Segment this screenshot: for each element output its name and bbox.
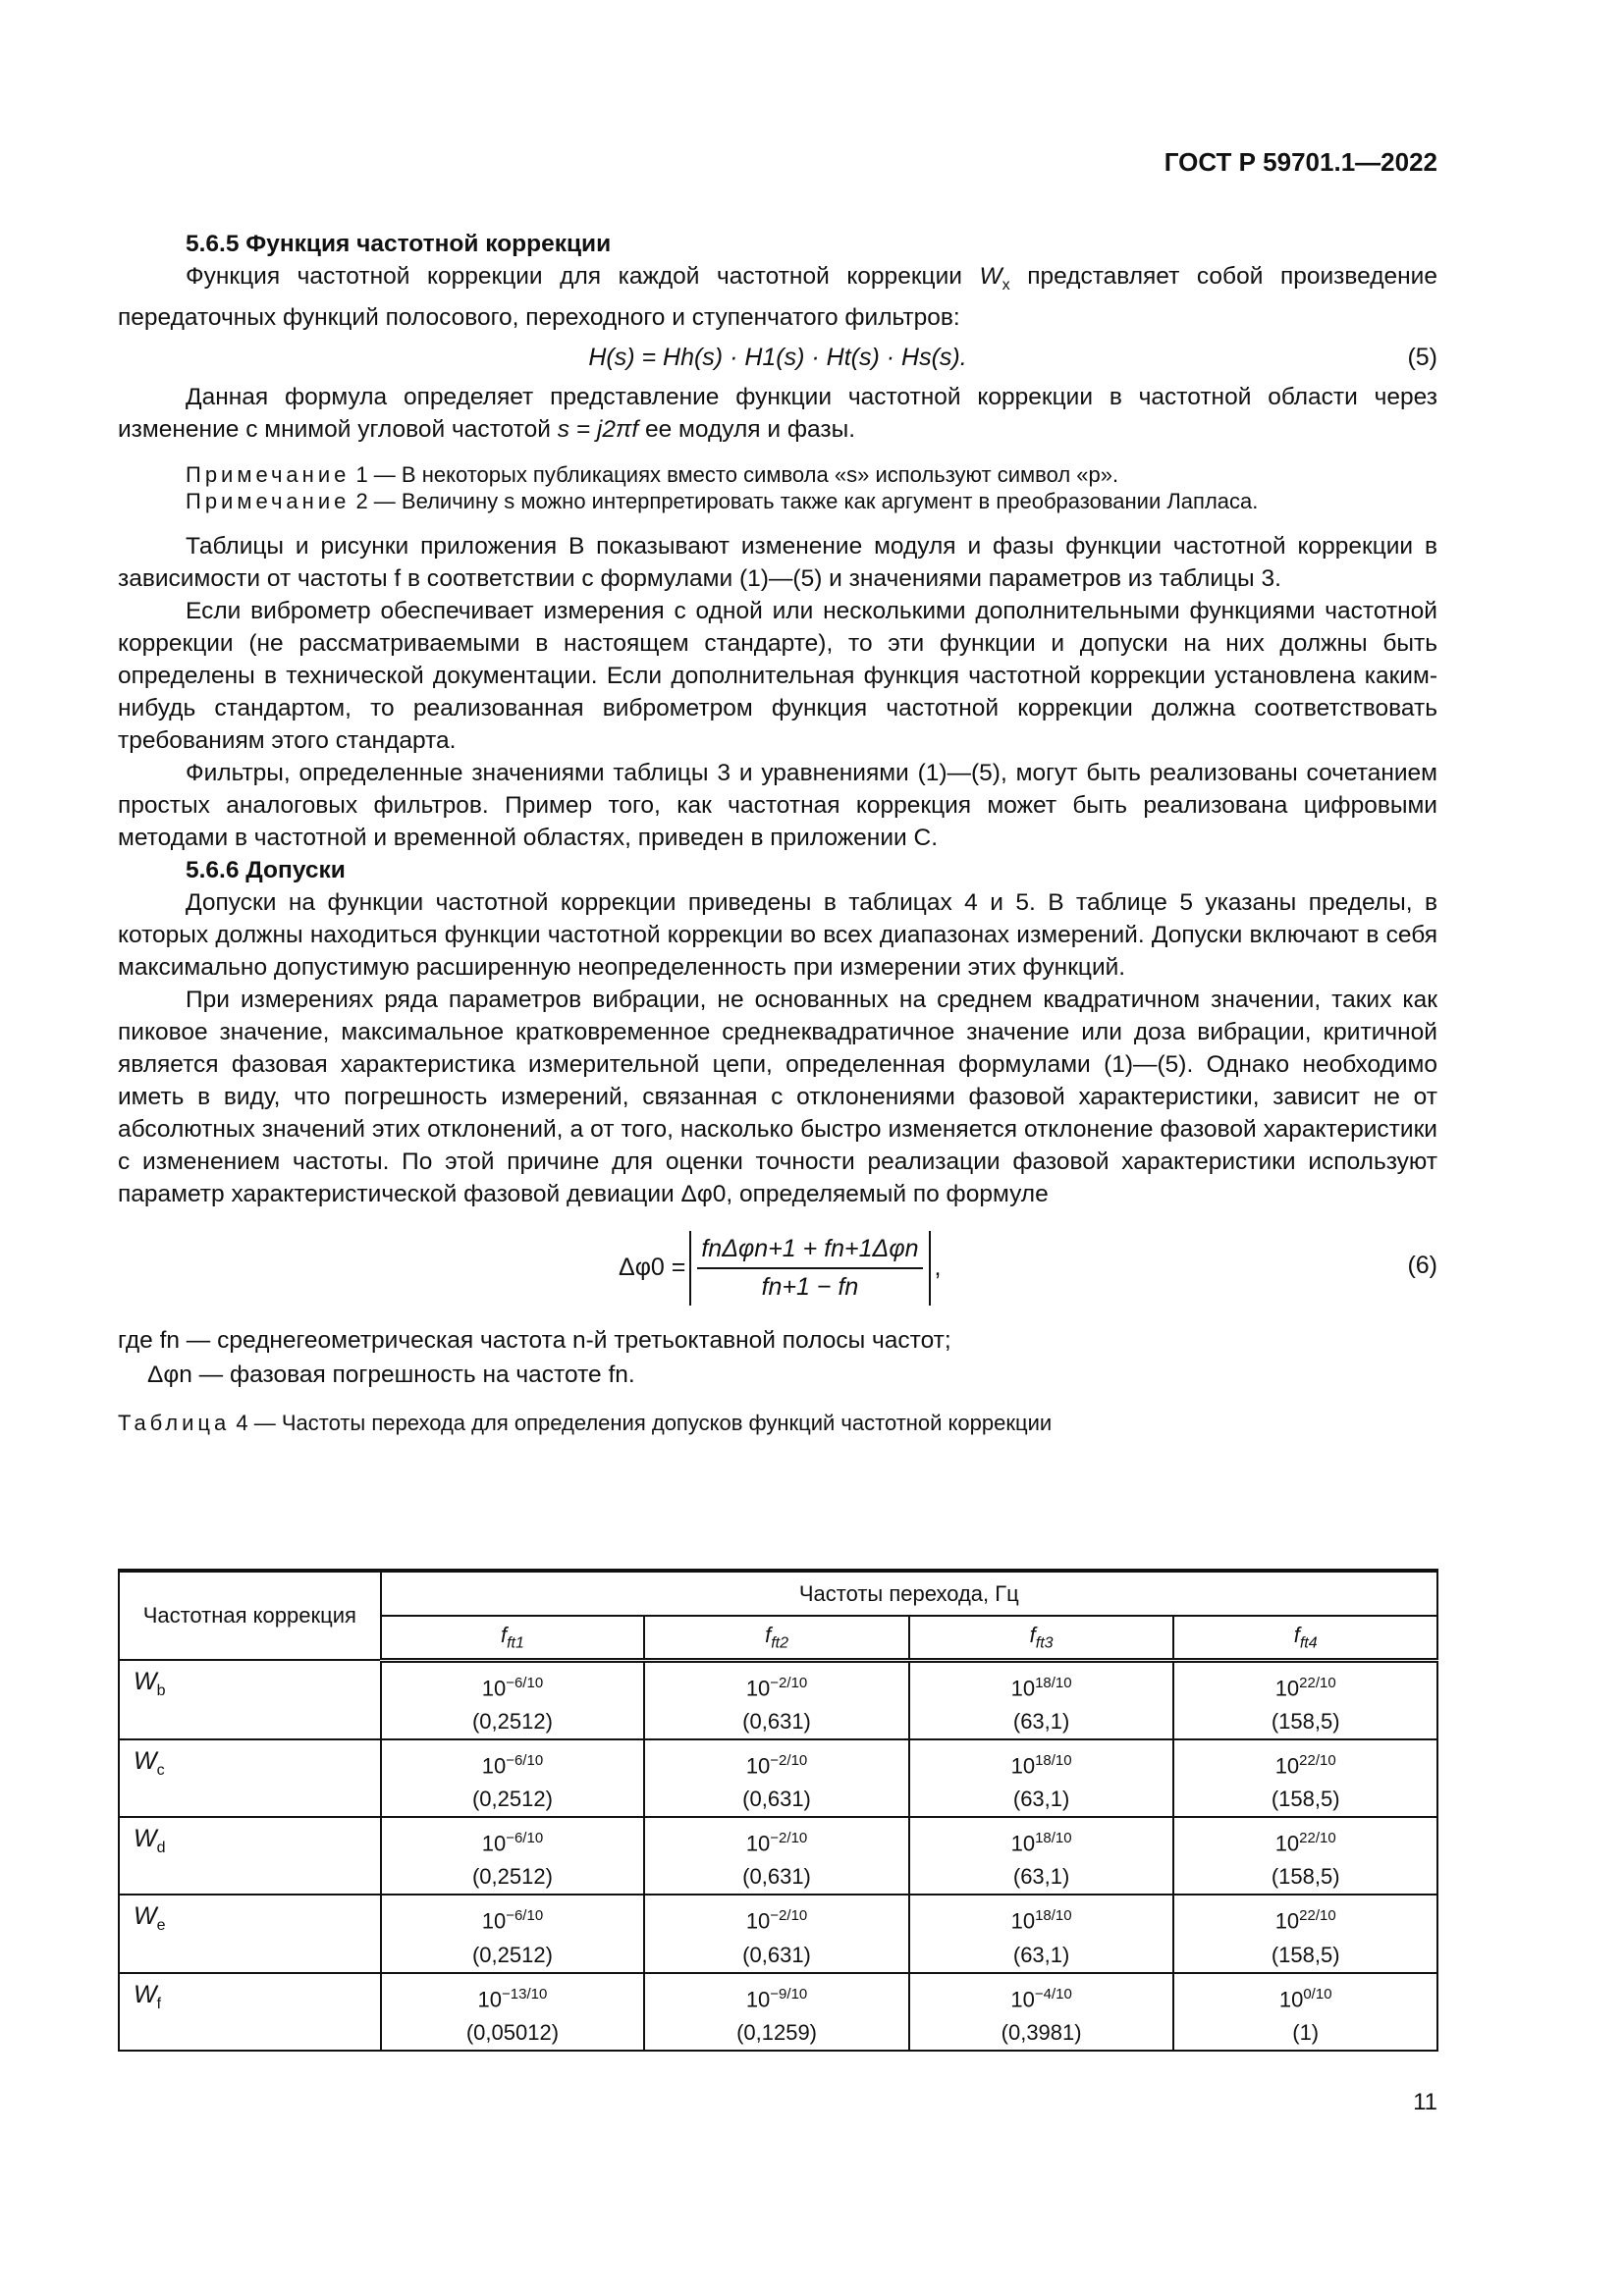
text: s = j2πf	[557, 415, 639, 443]
exponent: 18/10	[1035, 1830, 1072, 1847]
decimal-value: (0,631)	[742, 1708, 811, 1734]
text: ее модуля и фазы.	[638, 415, 856, 443]
decimal-value: (0,631)	[742, 1864, 811, 1890]
table-cell	[381, 1895, 645, 1972]
paragraph: Если виброметр обеспечивает измерения с одной или несколькими дополнительными функциями частотной коррекции (не рассматриваемыми в настоящем стандарте), то эти функции и допуски на них должны быть определены в технической документации. Если дополнительная функция частотной коррекции установлена каким-нибудь стандартом, то реализованная виброметром функция частотной коррекции должна соответствовать требованиям этого стандарта.	[118, 597, 1437, 754]
definitions	[118, 1324, 1437, 1393]
paragraph: Фильтры, определенные значениями таблицы 3 и уравнениями (1)—(5), могут быть реализованы сочетанием простых аналоговых фильтров. Пример того, как частотная коррекция может быть реализована цифровыми методами в частотной и временной областях, приведен в приложении С.	[118, 759, 1437, 851]
paragraph	[118, 260, 1437, 334]
base: 10	[1010, 1831, 1036, 1856]
subscript: ft3	[1035, 1633, 1054, 1651]
subscript: ft1	[507, 1633, 524, 1651]
table-cell	[909, 1817, 1174, 1895]
paragraph: При измерениях ряда параметров вибрации, не основанных на среднем квадратичном значении, таких как пиковое значение, максимальное кратковременное среднеквадратичное значение или доза вибрации, критичной является фазовая характеристика измерительной цепи, определенная формулами (1)—(5). Однако необходимо иметь в виду, что погрешность измерений, связанная с отклонениями фазовой характеристики, зависит не от абсолютных значений этих отклонений, а от того, насколько быстро изменяется отклонение фазовой характеристики с изменением частоты. По этой причине для оценки точности реализации фазовой характеристики используют параметр характеристической фазовой девиации Δφ0, определяемый по формуле	[118, 986, 1437, 1207]
decimal-value: (0,631)	[742, 1787, 811, 1812]
page-body	[118, 228, 1437, 1439]
table-cell	[909, 1895, 1174, 1972]
base: 10	[1278, 1987, 1304, 2012]
table-row	[119, 1739, 1437, 1817]
base: 10	[481, 1753, 507, 1779]
exponent: 22/10	[1299, 1751, 1336, 1769]
text: представляет собой произведение передаточных функций полосового, переходного и ступенчатого фильтров:	[118, 263, 1437, 331]
exponent: −6/10	[506, 1830, 544, 1847]
exponent: 18/10	[1035, 1674, 1072, 1691]
symbol: f	[1293, 1622, 1300, 1647]
decimal-value: (158,5)	[1271, 1787, 1340, 1812]
formula-5	[118, 334, 1437, 381]
base: 10	[1010, 1675, 1036, 1700]
denominator: fn+1 − fn	[761, 1272, 859, 1301]
note-label: Примечание	[186, 488, 351, 513]
table-row	[119, 1817, 1437, 1895]
base: 10	[1010, 1987, 1035, 2012]
table-cell	[381, 1739, 645, 1817]
note-1	[118, 461, 1437, 488]
exponent: 22/10	[1299, 1830, 1336, 1847]
text: ,	[934, 1254, 942, 1282]
paragraph	[118, 381, 1437, 446]
text: Функция частотной коррекции для каждой частотной коррекции	[186, 263, 980, 290]
column-header	[381, 1616, 645, 1660]
base: 10	[1010, 1753, 1036, 1779]
base: 10	[477, 1987, 503, 2012]
row-header: $W_d$	[119, 1817, 381, 1895]
table-4	[118, 1569, 1438, 2052]
exponent: −13/10	[502, 1985, 548, 2002]
table-cell	[644, 1660, 909, 1739]
caption-label: Таблица	[118, 1410, 231, 1435]
symbol: f	[1029, 1622, 1036, 1647]
formula-lhs: Δφ0 =	[619, 1254, 686, 1282]
document-code: ГОСТ Р 59701.1—2022	[1164, 147, 1437, 177]
base: 10	[481, 1675, 507, 1700]
exponent: −6/10	[506, 1674, 544, 1691]
paragraph: Таблицы и рисунки приложения В показывают изменение модуля и фазы функции частотной коррекции в зависимости от частоты f в соответствии с формулами (1)—(5) и значениями параметров из таблицы 3.	[118, 532, 1437, 592]
decimal-value: (0,3981)	[1001, 2020, 1082, 2046]
base: 10	[1010, 1908, 1036, 1934]
decimal-value: (158,5)	[1271, 1942, 1340, 1967]
column-header: Частотная коррекция	[119, 1571, 381, 1660]
decimal-value: (63,1)	[1012, 1787, 1070, 1812]
decimal-value: (0,05012)	[465, 2020, 560, 2046]
base: 10	[1274, 1908, 1300, 1934]
base: 10	[1274, 1753, 1300, 1779]
table-cell	[1173, 1817, 1437, 1895]
table-cell	[1173, 1660, 1437, 1739]
table-cell	[909, 1739, 1174, 1817]
note-text: 2 — Величину s можно интерпретировать также как аргумент в преобразовании Лапласа.	[350, 488, 1259, 513]
text: W	[979, 263, 1002, 290]
decimal-value: (63,1)	[1012, 1864, 1070, 1890]
subscript: ft4	[1299, 1633, 1318, 1651]
text: x	[1001, 276, 1010, 294]
exponent: 18/10	[1035, 1907, 1072, 1925]
exponent: 18/10	[1035, 1751, 1072, 1769]
fraction	[689, 1231, 930, 1306]
note-label: Примечание	[186, 461, 351, 487]
base: 10	[1274, 1831, 1300, 1856]
definition: Δφn — фазовая погрешность на частоте fn.	[147, 1361, 635, 1388]
decimal-value: (63,1)	[1012, 1942, 1070, 1967]
table-row	[119, 1895, 1437, 1972]
row-header: $W_e$	[119, 1895, 381, 1972]
subscript: c	[156, 1761, 165, 1779]
base: 10	[481, 1908, 507, 1934]
decimal-value: (0,1259)	[736, 2020, 818, 2046]
formula-6	[118, 1220, 1437, 1316]
table-cell	[909, 1973, 1174, 2051]
row-header: $W_f$	[119, 1973, 381, 2051]
table-cell	[909, 1660, 1174, 1739]
decimal-value: (158,5)	[1271, 1708, 1340, 1734]
decimal-value: (0,2512)	[471, 1864, 553, 1890]
table-cell	[644, 1895, 909, 1972]
subscript: d	[156, 1840, 166, 1857]
decimal-value: (0,631)	[742, 1942, 811, 1967]
exponent: −4/10	[1034, 1985, 1072, 2002]
subscript: e	[156, 1917, 166, 1935]
base: 10	[745, 1753, 771, 1779]
base: 10	[745, 1831, 771, 1856]
exponent: −2/10	[770, 1830, 808, 1847]
exponent: 0/10	[1303, 1985, 1332, 2002]
base: 10	[745, 1987, 771, 2012]
subscript: ft2	[771, 1633, 788, 1651]
decimal-value: (158,5)	[1271, 1864, 1340, 1890]
base: 10	[1274, 1675, 1300, 1700]
section-heading: 5.6.6 Допуски	[186, 856, 346, 883]
numerator: fnΔφn+1 + fn+1Δφn	[697, 1231, 922, 1269]
column-header	[909, 1616, 1174, 1660]
caption-text: 4 — Частоты перехода для определения допусков функций частотной коррекции	[230, 1410, 1053, 1435]
exponent: −6/10	[506, 1751, 544, 1769]
table-cell	[1173, 1895, 1437, 1972]
subscript: f	[156, 1995, 162, 2012]
table-cell	[1173, 1973, 1437, 2051]
decimal-value: (0,2512)	[471, 1787, 553, 1812]
table-row	[119, 1660, 1437, 1739]
decimal-value: (0,2512)	[471, 1708, 553, 1734]
table-cell	[644, 1973, 909, 2051]
table-cell	[381, 1660, 645, 1739]
formula-number: (5)	[1407, 343, 1437, 371]
table-cell	[1173, 1739, 1437, 1817]
page-number: 11	[1413, 2089, 1437, 2115]
exponent: 22/10	[1299, 1674, 1336, 1691]
table-cell	[644, 1817, 909, 1895]
definition: где fn — среднегеометрическая частота n-й третьоктавной полосы частот;	[118, 1326, 951, 1354]
symbol: f	[765, 1622, 772, 1647]
section-heading: 5.6.5 Функция частотной коррекции	[186, 231, 612, 257]
paragraph: Допуски на функции частотной коррекции приведены в таблицах 4 и 5. В таблице 5 указаны пределы, в которых должны находиться функции частотной коррекции во всех диапазонах измерений. Допуски включают в себя максимально допустимую расширенную неопределенность при измерении этих функций.	[118, 888, 1437, 981]
exponent: −6/10	[506, 1907, 544, 1925]
column-header	[1173, 1616, 1437, 1660]
decimal-value: (0,2512)	[471, 1942, 553, 1967]
subscript: b	[156, 1682, 166, 1699]
row-header: $W_c$	[119, 1739, 381, 1817]
exponent: −2/10	[770, 1674, 808, 1691]
formula-text: H(s) = Hh(s) · H1(s) · Ht(s) · Hs(s).	[588, 343, 967, 371]
column-header	[644, 1616, 909, 1660]
table-cell	[381, 1973, 645, 2051]
base: 10	[481, 1831, 507, 1856]
exponent: 22/10	[1299, 1907, 1336, 1925]
note-2	[118, 488, 1437, 514]
column-group-header: Частоты перехода, Гц	[381, 1571, 1437, 1616]
row-header: $W_b$	[119, 1660, 381, 1739]
base: 10	[745, 1675, 771, 1700]
symbol: f	[500, 1622, 508, 1647]
decimal-value: (63,1)	[1012, 1708, 1070, 1734]
decimal-value: (1)	[1292, 2020, 1320, 2046]
exponent: −2/10	[770, 1907, 808, 1925]
table-cell	[381, 1817, 645, 1895]
table-caption	[118, 1407, 1437, 1439]
exponent: −9/10	[770, 1985, 808, 2002]
table-cell	[644, 1739, 909, 1817]
text: Данная формула определяет представление функции частотной коррекции в частотной области через изменение с мнимой угловой частотой	[118, 383, 1437, 443]
note-text: 1 — В некоторых публикациях вместо символа «s» используют символ «p».	[350, 461, 1119, 487]
formula-number: (6)	[1407, 1251, 1437, 1279]
base: 10	[745, 1908, 771, 1934]
table-row	[119, 1973, 1437, 2051]
exponent: −2/10	[770, 1751, 808, 1769]
